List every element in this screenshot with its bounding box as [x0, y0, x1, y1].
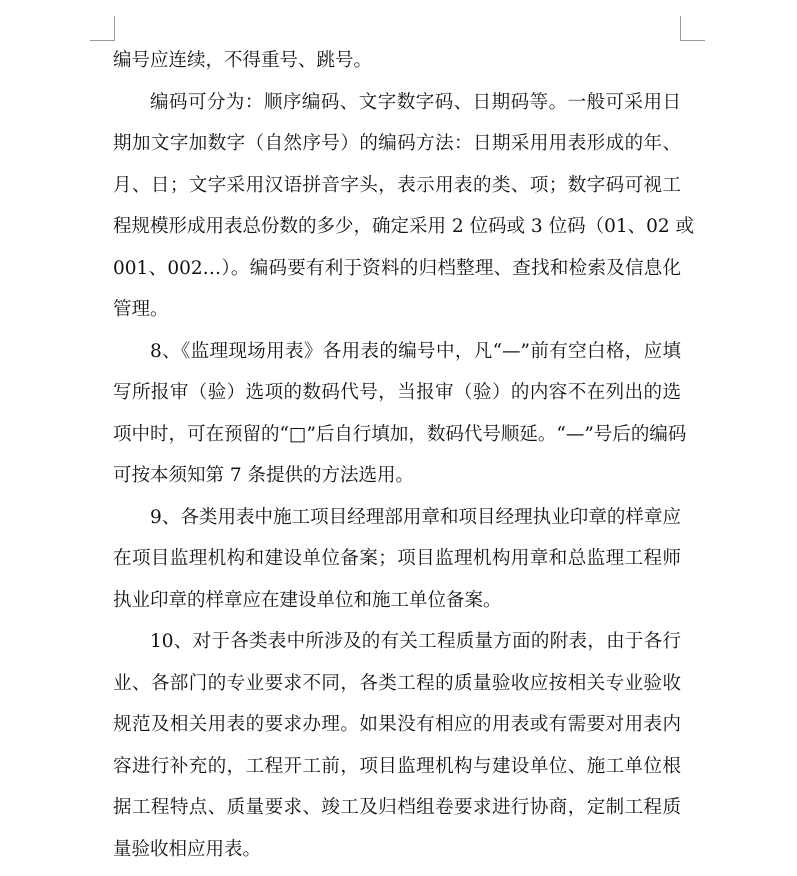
text-line: 期加文字加数字（自然序号）的编码方法：日期采用用表形成的年、: [113, 133, 681, 154]
text-line: 8、《监理现场用表》各用表的编号中，凡“—”前有空白格，应填: [150, 340, 681, 362]
document-body: [113, 40, 695, 870]
text-line: 执业印章的样章应在建设单位和施工单位备案。: [113, 589, 502, 611]
text-line: 可按本须知第 7 条提供的方法选用。: [113, 465, 415, 486]
text-line: 规范及相关用表的要求办理。如果没有相应的用表或有需要对用表内: [113, 714, 681, 735]
text-line: 月、日；文字采用汉语拼音字头，表示用表的类、项；数字码可视工: [113, 174, 681, 196]
text-line: 业、各部门的专业要求不同，各类工程的质量验收应按相关专业验收: [113, 672, 681, 694]
text-line: 9、各类用表中施工项目经理部用章和项目经理执业印章的样章应: [150, 506, 681, 528]
text-line: 10、对于各类表中所涉及的有关工程质量方面的附表，由于各行: [150, 631, 681, 652]
text-line: 项中时，可在预留的“□”后自行填加，数码代号顺延。“—”号后的编码: [113, 423, 687, 445]
text-line: 据工程特点、质量要求、竣工及归档组卷要求进行协商，定制工程质: [113, 797, 681, 818]
text-line: 编码可分为：顺序编码、文字数字码、日期码等。一般可采用日: [150, 91, 681, 113]
text-line: 容进行补充的，工程开工前，项目监理机构与建设单位、施工单位根: [113, 755, 681, 777]
page-corner-mark-left: [90, 16, 115, 41]
text-line: 量验收相应用表。: [113, 838, 262, 860]
text-line: 写所报审（验）选项的数码代号，当报审（验）的内容不在列出的选: [113, 382, 681, 403]
text-line: 程规模形成用表总份数的多少，确定采用 2 位码或 3 位码（01、02 或: [113, 216, 695, 237]
text-line: 001、002…）。编码要有利于资料的归档整理、查找和检索及信息化: [113, 257, 681, 279]
text-line: 编号应连续，不得重号、跳号。: [113, 50, 373, 71]
text-line: 在项目监理机构和建设单位备案；项目监理机构用章和总监理工程师: [113, 548, 681, 569]
text-line: 管理。: [113, 299, 169, 320]
page-corner-mark-right: [680, 16, 705, 41]
